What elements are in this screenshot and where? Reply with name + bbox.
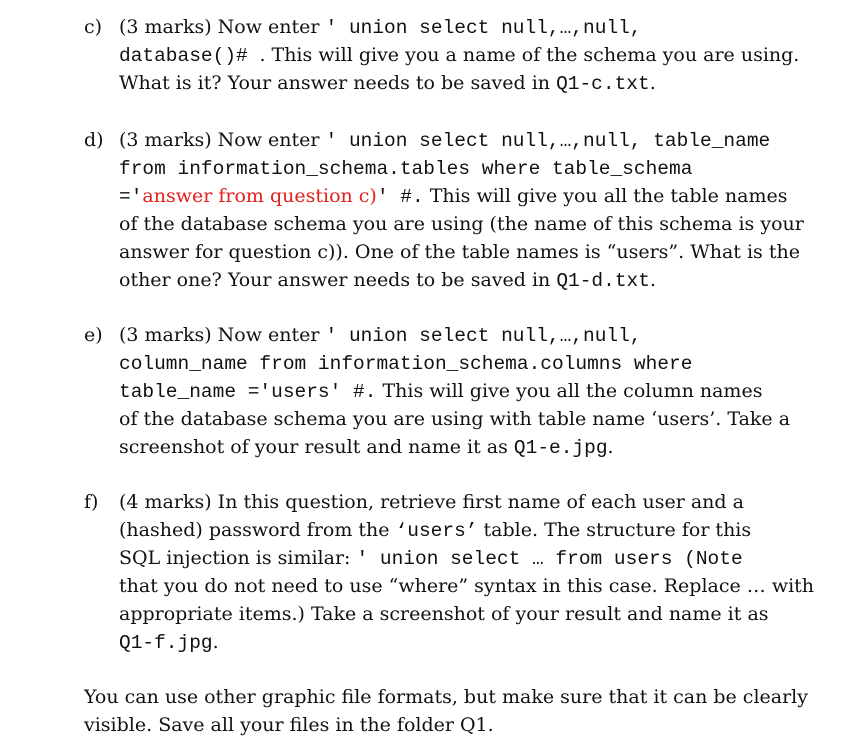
- text-line: [119, 544, 854, 572]
- text-span: .: [649, 269, 656, 291]
- text-line: [119, 154, 854, 182]
- text-line: [119, 377, 854, 405]
- code-span: ' #.: [376, 186, 424, 208]
- highlight-span: answer from question c): [142, 185, 377, 207]
- text-line: [119, 182, 854, 210]
- question-text: [119, 321, 854, 461]
- text-span: .: [212, 631, 219, 653]
- text-line: [119, 572, 854, 600]
- question-marker: f): [84, 491, 99, 513]
- text-line: [119, 628, 854, 656]
- text-span: screenshot of your result and name it as: [119, 436, 514, 458]
- text-line: [119, 69, 854, 97]
- code-span: =': [119, 186, 143, 208]
- text-span: This will give you all the column names: [376, 380, 763, 402]
- text-span: (4 marks) In this question, retrieve first name of each user and a: [119, 491, 744, 513]
- code-span: database()#: [119, 45, 260, 67]
- question-text: [119, 13, 854, 97]
- code-span: Q1-f.jpg: [119, 632, 213, 654]
- text-line: [119, 13, 854, 41]
- code-span: Q1-e.jpg: [513, 437, 608, 459]
- text-line: [119, 41, 854, 69]
- code-span: from information_schema.tables where table_schema: [119, 158, 693, 180]
- code-span: ' union select null,…,null,: [325, 325, 642, 347]
- text-span: other one? Your answer needs to be saved in: [119, 269, 557, 291]
- text-line: [119, 266, 854, 294]
- code-span: ' union select null,…,null, table_name: [325, 130, 771, 152]
- closing-line: visible. Save all your files in the folder Q1.: [84, 714, 494, 736]
- text-span: (3 marks) Now enter: [119, 324, 326, 346]
- text-span: .: [607, 436, 614, 458]
- text-line: [119, 126, 854, 154]
- question-marker: d): [84, 129, 104, 151]
- closing-line: You can use other graphic file formats, but make sure that it can be clearly: [84, 686, 808, 708]
- text-line: [119, 349, 854, 377]
- code-span: ‘users’: [395, 520, 478, 542]
- code-span: Q1-d.txt: [556, 270, 650, 292]
- code-span: table_name ='users' #.: [119, 381, 377, 403]
- text-line: [119, 516, 854, 544]
- question-marker: c): [84, 16, 103, 38]
- text-span: .: [649, 72, 656, 94]
- text-line: [119, 238, 854, 266]
- text-line: [119, 210, 854, 238]
- text-span: This will give you all the table names: [423, 185, 788, 207]
- question-text: [119, 488, 854, 656]
- question-text: [119, 126, 854, 294]
- text-span: of the database schema you are using (the name of this schema is your: [119, 213, 804, 235]
- text-span: appropriate items.) Take a screenshot of your result and name it as: [119, 603, 769, 625]
- code-span: ' union select … from users (Note: [356, 548, 743, 570]
- text-span: table. The structure for this: [477, 519, 752, 541]
- code-span: ' union select null,…,null,: [325, 17, 642, 39]
- text-line: [119, 405, 854, 433]
- question-marker: e): [84, 324, 103, 346]
- text-span: What is it? Your answer needs to be saved in: [119, 72, 557, 94]
- text-span: (3 marks) Now enter: [119, 16, 326, 38]
- text-span: SQL injection is similar:: [119, 547, 357, 569]
- code-span: Q1-c.txt: [556, 73, 650, 95]
- text-line: [119, 600, 854, 628]
- text-span: (hashed) password from the: [119, 519, 396, 541]
- text-line: [119, 488, 854, 516]
- code-span: column_name from information_schema.columns where: [119, 353, 693, 375]
- text-line: [119, 321, 854, 349]
- text-span: answer for question c)). One of the table names is “users”. What is the: [119, 241, 800, 263]
- text-span: that you do not need to use “where” syntax in this case. Replace … with: [119, 575, 815, 597]
- text-span: . This will give you a name of the schema you are using.: [259, 44, 800, 66]
- closing-note: [84, 683, 864, 739]
- text-span: (3 marks) Now enter: [119, 129, 326, 151]
- text-span: of the database schema you are using with table name ‘users’. Take a: [119, 408, 791, 430]
- text-line: [119, 433, 854, 461]
